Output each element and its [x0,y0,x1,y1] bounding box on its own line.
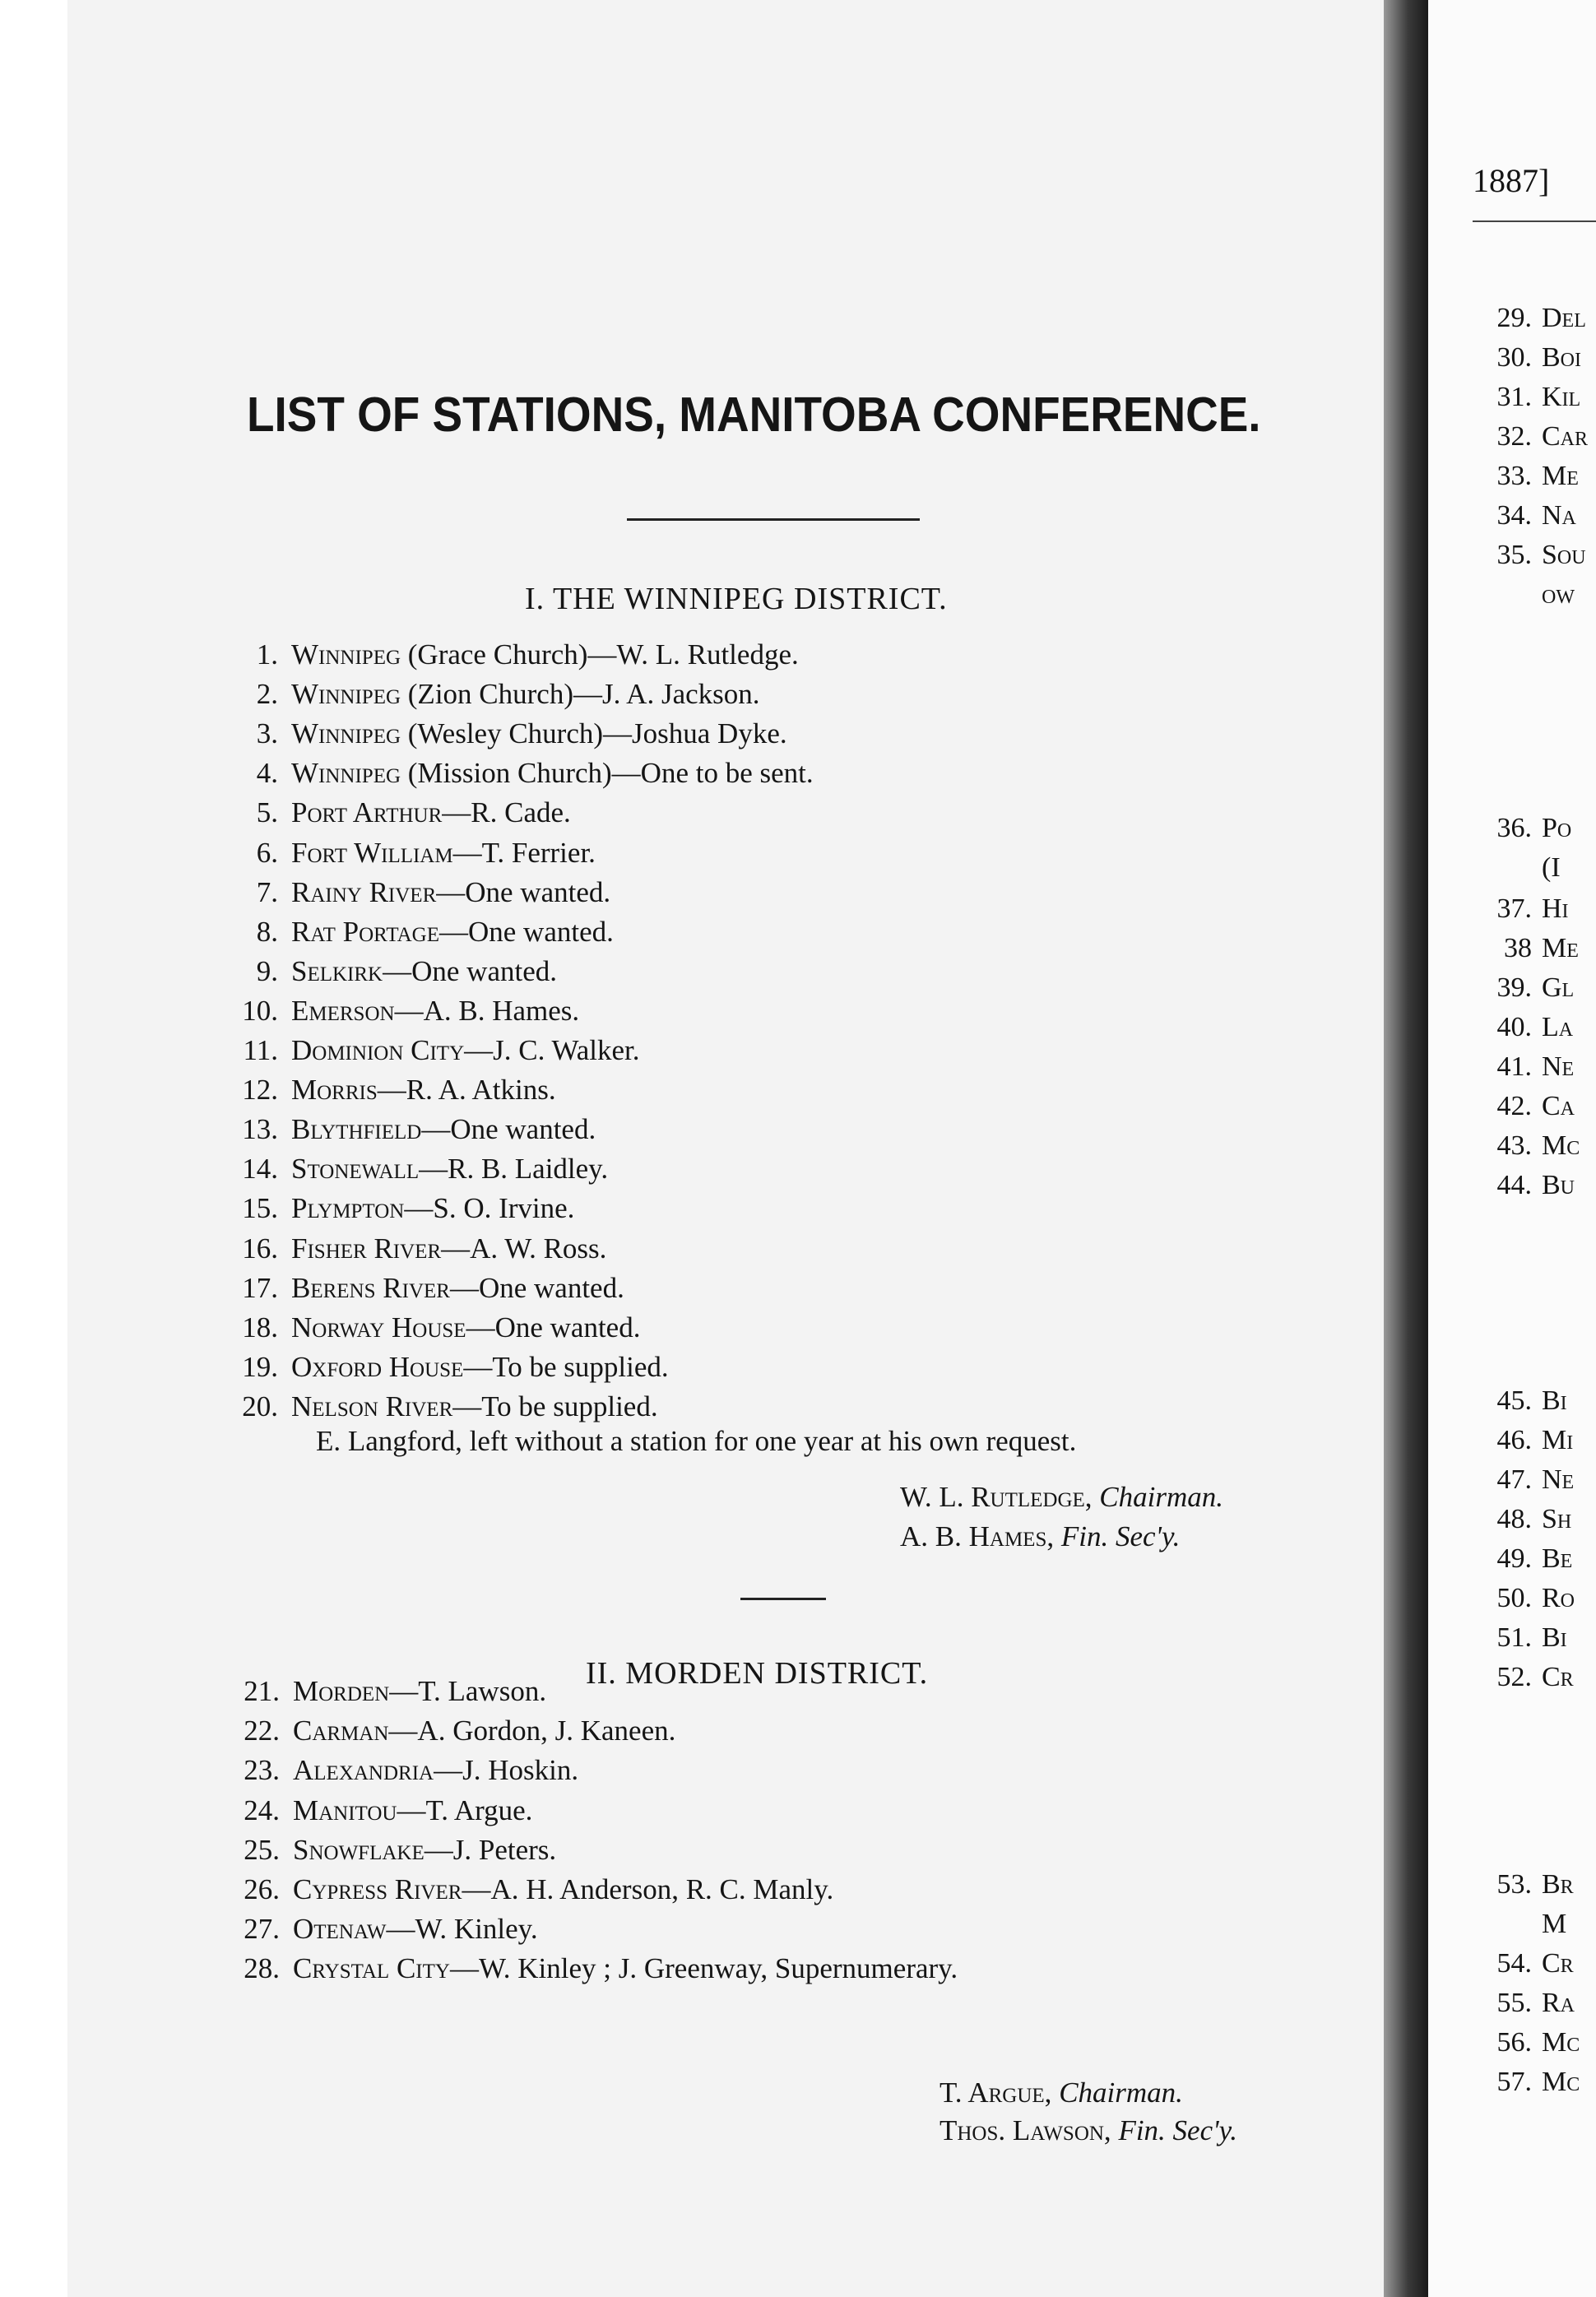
right-page-entry [1473,1948,1574,1979]
entry-fragment: Me [1542,461,1579,491]
station-assignment: (Wesley Church)—Joshua Dyke. [401,717,787,750]
entry-text [293,1754,578,1787]
entry-number: 35. [1496,540,1532,570]
station-place: Plympton [291,1192,405,1225]
entry-number: 16. [242,1232,278,1265]
station-note: E. Langford, left without a station for one year at his own request. [316,1425,1077,1457]
entry-number: 55. [1496,1988,1532,2018]
station-assignment: —One wanted. [436,875,611,908]
entry-fragment: Ne [1542,1464,1575,1495]
station-place: Port Arthur [291,796,443,829]
station-place: Dominion City [291,1034,465,1066]
right-page-entry [1473,342,1581,374]
entry-text [291,1192,574,1225]
entry-fragment: Del [1542,303,1586,333]
entry-number: 34. [1496,500,1532,531]
right-page-entry [1473,933,1579,964]
entry-number: 5. [256,796,278,829]
entry-number: 11. [243,1034,278,1066]
right-page-entry [1473,1464,1574,1496]
entry-text [293,1913,538,1946]
entry-fragment: Boi [1542,342,1582,373]
right-header-rule [1473,220,1596,222]
station-assignment: —T. Argue. [397,1794,533,1826]
station-assignment: —A. Gordon, J. Kaneen. [388,1715,676,1747]
entry-text [291,955,557,988]
entry-text [291,1113,596,1146]
entry-number: 13. [242,1113,278,1146]
signature-secretary [900,1520,1180,1553]
entry-fragment: Na [1542,500,1576,531]
entry-number: 33. [1496,461,1532,491]
entry-fragment: Mc [1542,1130,1580,1161]
entry-number: 27. [244,1913,280,1946]
right-page-entry [1473,1130,1580,1162]
entry-fragment: Sh [1542,1504,1572,1534]
entry-text [291,837,596,870]
station-place: Winnipeg [291,678,401,711]
entry-number: 9. [256,954,278,987]
signature-name: T. Argue, [940,2077,1052,2109]
entry-number: 52. [1496,1662,1532,1692]
right-page-entry [1473,303,1586,334]
entry-number: 57. [1496,2067,1532,2097]
entry-fragment: M [1542,1909,1567,1939]
entry-text [291,678,760,711]
entry-fragment: Me [1542,933,1579,963]
entry-number: 20. [242,1390,278,1422]
entry-number: 3. [256,717,278,750]
station-assignment: —A. H. Anderson, R. C. Manly. [462,1873,834,1905]
signature-role: Fin. Sec'y. [1060,1520,1181,1552]
entry-text [291,995,579,1028]
entry-fragment: Mi [1542,1425,1574,1455]
station-place: Oxford House [291,1350,464,1383]
entry-text [293,1873,833,1906]
signature-chairman [900,1481,1223,1514]
right-page-entry [1473,1504,1571,1535]
station-assignment: (Grace Church)—W. L. Rutledge. [401,638,799,671]
entry-number: 17. [242,1271,278,1304]
entry-fragment: (I [1542,852,1561,883]
right-page-entry [1473,2027,1580,2058]
right-page-entry [1473,1170,1575,1201]
entry-text [291,757,814,790]
right-page-entry [1473,1869,1574,1900]
station-assignment: —J. Hoskin. [434,1754,579,1787]
station-assignment: —One wanted. [421,1113,596,1146]
entry-fragment: Kil [1542,382,1581,412]
right-page-entry [1473,1583,1575,1614]
entry-number: 51. [1496,1622,1532,1653]
station-place: Rat Portage [291,915,439,948]
entry-fragment: Ro [1542,1583,1575,1613]
entry-number: 21. [244,1675,280,1707]
signature-role: Chairman. [1059,2077,1183,2109]
title-rule [627,518,920,521]
station-assignment: —S. O. Irvine. [404,1192,575,1225]
entry-number: 25. [244,1833,280,1866]
station-place: Selkirk [291,954,383,987]
entry-text [291,1074,556,1107]
signature-role: Chairman. [1099,1481,1224,1513]
station-assignment: —One wanted. [466,1311,641,1343]
entry-number: 39. [1496,972,1532,1003]
page-title: LIST OF STATIONS, MANITOBA CONFERENCE. [247,387,1261,442]
entry-number: 7. [256,875,278,908]
station-assignment: —A. W. Ross. [441,1232,607,1265]
station-place: Carman [293,1715,389,1747]
entry-fragment: Bi [1542,1385,1567,1416]
right-page-entry [1473,500,1576,531]
right-page-entry [1473,893,1569,925]
entry-number: 54. [1496,1948,1532,1979]
station-place: Winnipeg [291,757,401,790]
entry-fragment: Cr [1542,1948,1574,1979]
entry-number: 41. [1496,1051,1532,1082]
station-assignment: —R. A. Atkins. [377,1074,556,1107]
entry-fragment: Ca [1542,1091,1575,1121]
entry-fragment: Mc [1542,2027,1580,2058]
entry-number: 56. [1496,2027,1532,2058]
entry-number: 40. [1496,1012,1532,1042]
station-assignment: —J. C. Walker. [464,1034,640,1066]
station-place: Stonewall [291,1153,420,1186]
station-assignment: —R. Cade. [442,796,571,829]
entry-number: 18. [242,1311,278,1343]
entry-text [293,1675,546,1708]
entry-number: 47. [1496,1464,1532,1495]
entry-fragment: Car [1542,421,1589,452]
entry-fragment: Br [1542,1869,1574,1900]
entry-number: 24. [244,1794,280,1826]
entry-number: 4. [256,757,278,790]
entry-text [291,1390,658,1423]
entry-number: 50. [1496,1583,1532,1613]
entry-number: 37. [1496,893,1532,924]
entry-number: 29. [1496,303,1532,333]
entry-number: 1. [256,638,278,671]
station-place: Berens River [291,1271,450,1304]
entry-fragment: Bu [1542,1170,1575,1200]
entry-number: 53. [1496,1869,1532,1900]
entry-text [291,1311,640,1344]
station-place: Cypress River [293,1873,462,1905]
station-assignment: —One wanted. [383,954,558,987]
station-assignment: —W. Kinley ; J. Greenway, Supernumerary. [449,1952,958,1985]
entry-number: 23. [244,1754,280,1787]
entry-fragment: Ra [1542,1988,1575,2018]
station-place: Otenaw [293,1913,387,1946]
right-page-entry [1473,421,1588,452]
station-place: Fisher River [291,1232,442,1265]
station-assignment: —One wanted. [439,915,614,948]
entry-number: 46. [1496,1425,1532,1455]
entry-text [293,1794,532,1827]
station-place: Emerson [291,994,395,1027]
entry-number: 15. [242,1192,278,1225]
station-place: Blythfield [291,1113,422,1146]
right-page-entry [1473,1425,1573,1456]
signature-secretary [940,2114,1237,2147]
entry-number: 36. [1496,813,1532,843]
entry-number: 19. [242,1350,278,1383]
signature-chairman [940,2077,1183,2109]
right-page-entry [1473,1012,1573,1043]
entry-text [291,1034,639,1067]
signature-name: W. L. Rutledge, [900,1481,1093,1513]
right-page-entry [1473,2067,1580,2098]
entry-number: 28. [244,1952,280,1985]
entry-fragment: Cr [1542,1662,1574,1692]
entry-number: 30. [1496,342,1532,373]
signature-name: Thos. Lawson, [940,2114,1111,2146]
signature-role: Fin. Sec'y. [1118,2114,1237,2146]
right-page-entry [1473,852,1561,884]
station-assignment: —J. Peters. [424,1833,557,1866]
right-page-entry [1473,1091,1575,1122]
entry-fragment: Mc [1542,2067,1580,2097]
section-rule [740,1598,826,1600]
entry-fragment: Bi [1542,1622,1567,1653]
entry-fragment: Ne [1542,1051,1575,1082]
station-place: Morden [293,1675,390,1707]
station-place: Winnipeg [291,638,401,671]
station-assignment: —R. B. Laidley. [419,1153,609,1186]
right-page-entry [1473,1051,1574,1083]
section-heading-winnipeg: I. THE WINNIPEG DISTRICT. [525,582,948,616]
right-page-entry [1473,1543,1572,1575]
right-page-entry [1473,1909,1566,1940]
entry-fragment: Gl [1542,972,1575,1003]
entry-number: 12. [242,1074,278,1107]
station-place: Crystal City [293,1952,450,1985]
entry-text [293,1952,958,1985]
entry-number: 26. [244,1873,280,1905]
entry-text [293,1834,556,1867]
entry-number: 42. [1496,1091,1532,1121]
entry-number: 31. [1496,382,1532,412]
station-place: Morris [291,1074,378,1107]
station-place: Norway House [291,1311,466,1343]
entry-number: 45. [1496,1385,1532,1416]
right-page-entry [1473,579,1575,610]
entry-text [291,717,787,750]
station-assignment: —T. Ferrier. [452,836,596,869]
entry-fragment: Hi [1542,893,1569,924]
station-assignment: —One wanted. [449,1271,624,1304]
right-page-entry [1473,813,1571,844]
entry-number: 44. [1496,1170,1532,1200]
entry-fragment: Sou [1542,540,1586,570]
entry-text [291,1351,669,1384]
right-page-header: 1887] [1473,162,1550,199]
entry-fragment: ow [1542,579,1575,610]
station-assignment: —To be supplied. [452,1390,658,1422]
entry-number: 43. [1496,1130,1532,1161]
right-page-entry [1473,461,1579,492]
entry-number: 14. [242,1153,278,1186]
entry-text [291,1232,606,1265]
right-page-entry [1473,1385,1567,1417]
right-page-entry [1473,1988,1575,2019]
entry-fragment: Po [1542,813,1572,843]
signature-name: A. B. Hames, [900,1520,1055,1552]
entry-text [291,796,571,829]
right-page-entry [1473,382,1580,413]
entry-text [291,916,614,949]
entry-number: 49. [1496,1543,1532,1574]
station-place: Rainy River [291,875,437,908]
entry-number: 38 [1504,933,1532,963]
station-assignment: (Mission Church)—One to be sent. [401,757,814,790]
station-place: Alexandria [293,1754,434,1787]
station-assignment: —W. Kinley. [386,1913,538,1946]
entry-number: 6. [256,836,278,869]
station-place: Nelson River [291,1390,453,1422]
right-page-entry [1473,972,1574,1004]
entry-text [291,1272,624,1305]
station-place: Fort William [291,836,453,869]
entry-fragment: Be [1542,1543,1573,1574]
station-assignment: —To be supplied. [463,1350,669,1383]
right-page-entry [1473,1622,1567,1654]
station-assignment: —A. B. Hames. [394,994,580,1027]
entry-text [291,638,799,671]
entry-number: 32. [1496,421,1532,452]
right-page-entry [1473,540,1586,571]
right-page-entry [1473,1662,1574,1693]
station-assignment: (Zion Church)—J. A. Jackson. [401,678,760,711]
book-spine [1384,0,1428,2297]
entry-text [293,1715,675,1747]
station-place: Snowflake [293,1833,425,1866]
entry-number: 2. [256,678,278,711]
entry-fragment: La [1542,1012,1574,1042]
entry-number: 10. [242,994,278,1027]
station-place: Manitou [293,1794,397,1826]
entry-number: 8. [256,915,278,948]
entry-text [291,876,610,909]
station-place: Winnipeg [291,717,401,750]
entry-number: 48. [1496,1504,1532,1534]
entry-text [291,1153,608,1186]
section-heading-morden: II. MORDEN DISTRICT. [586,1656,929,1691]
entry-number: 22. [244,1715,280,1747]
station-assignment: —T. Lawson. [389,1675,547,1707]
